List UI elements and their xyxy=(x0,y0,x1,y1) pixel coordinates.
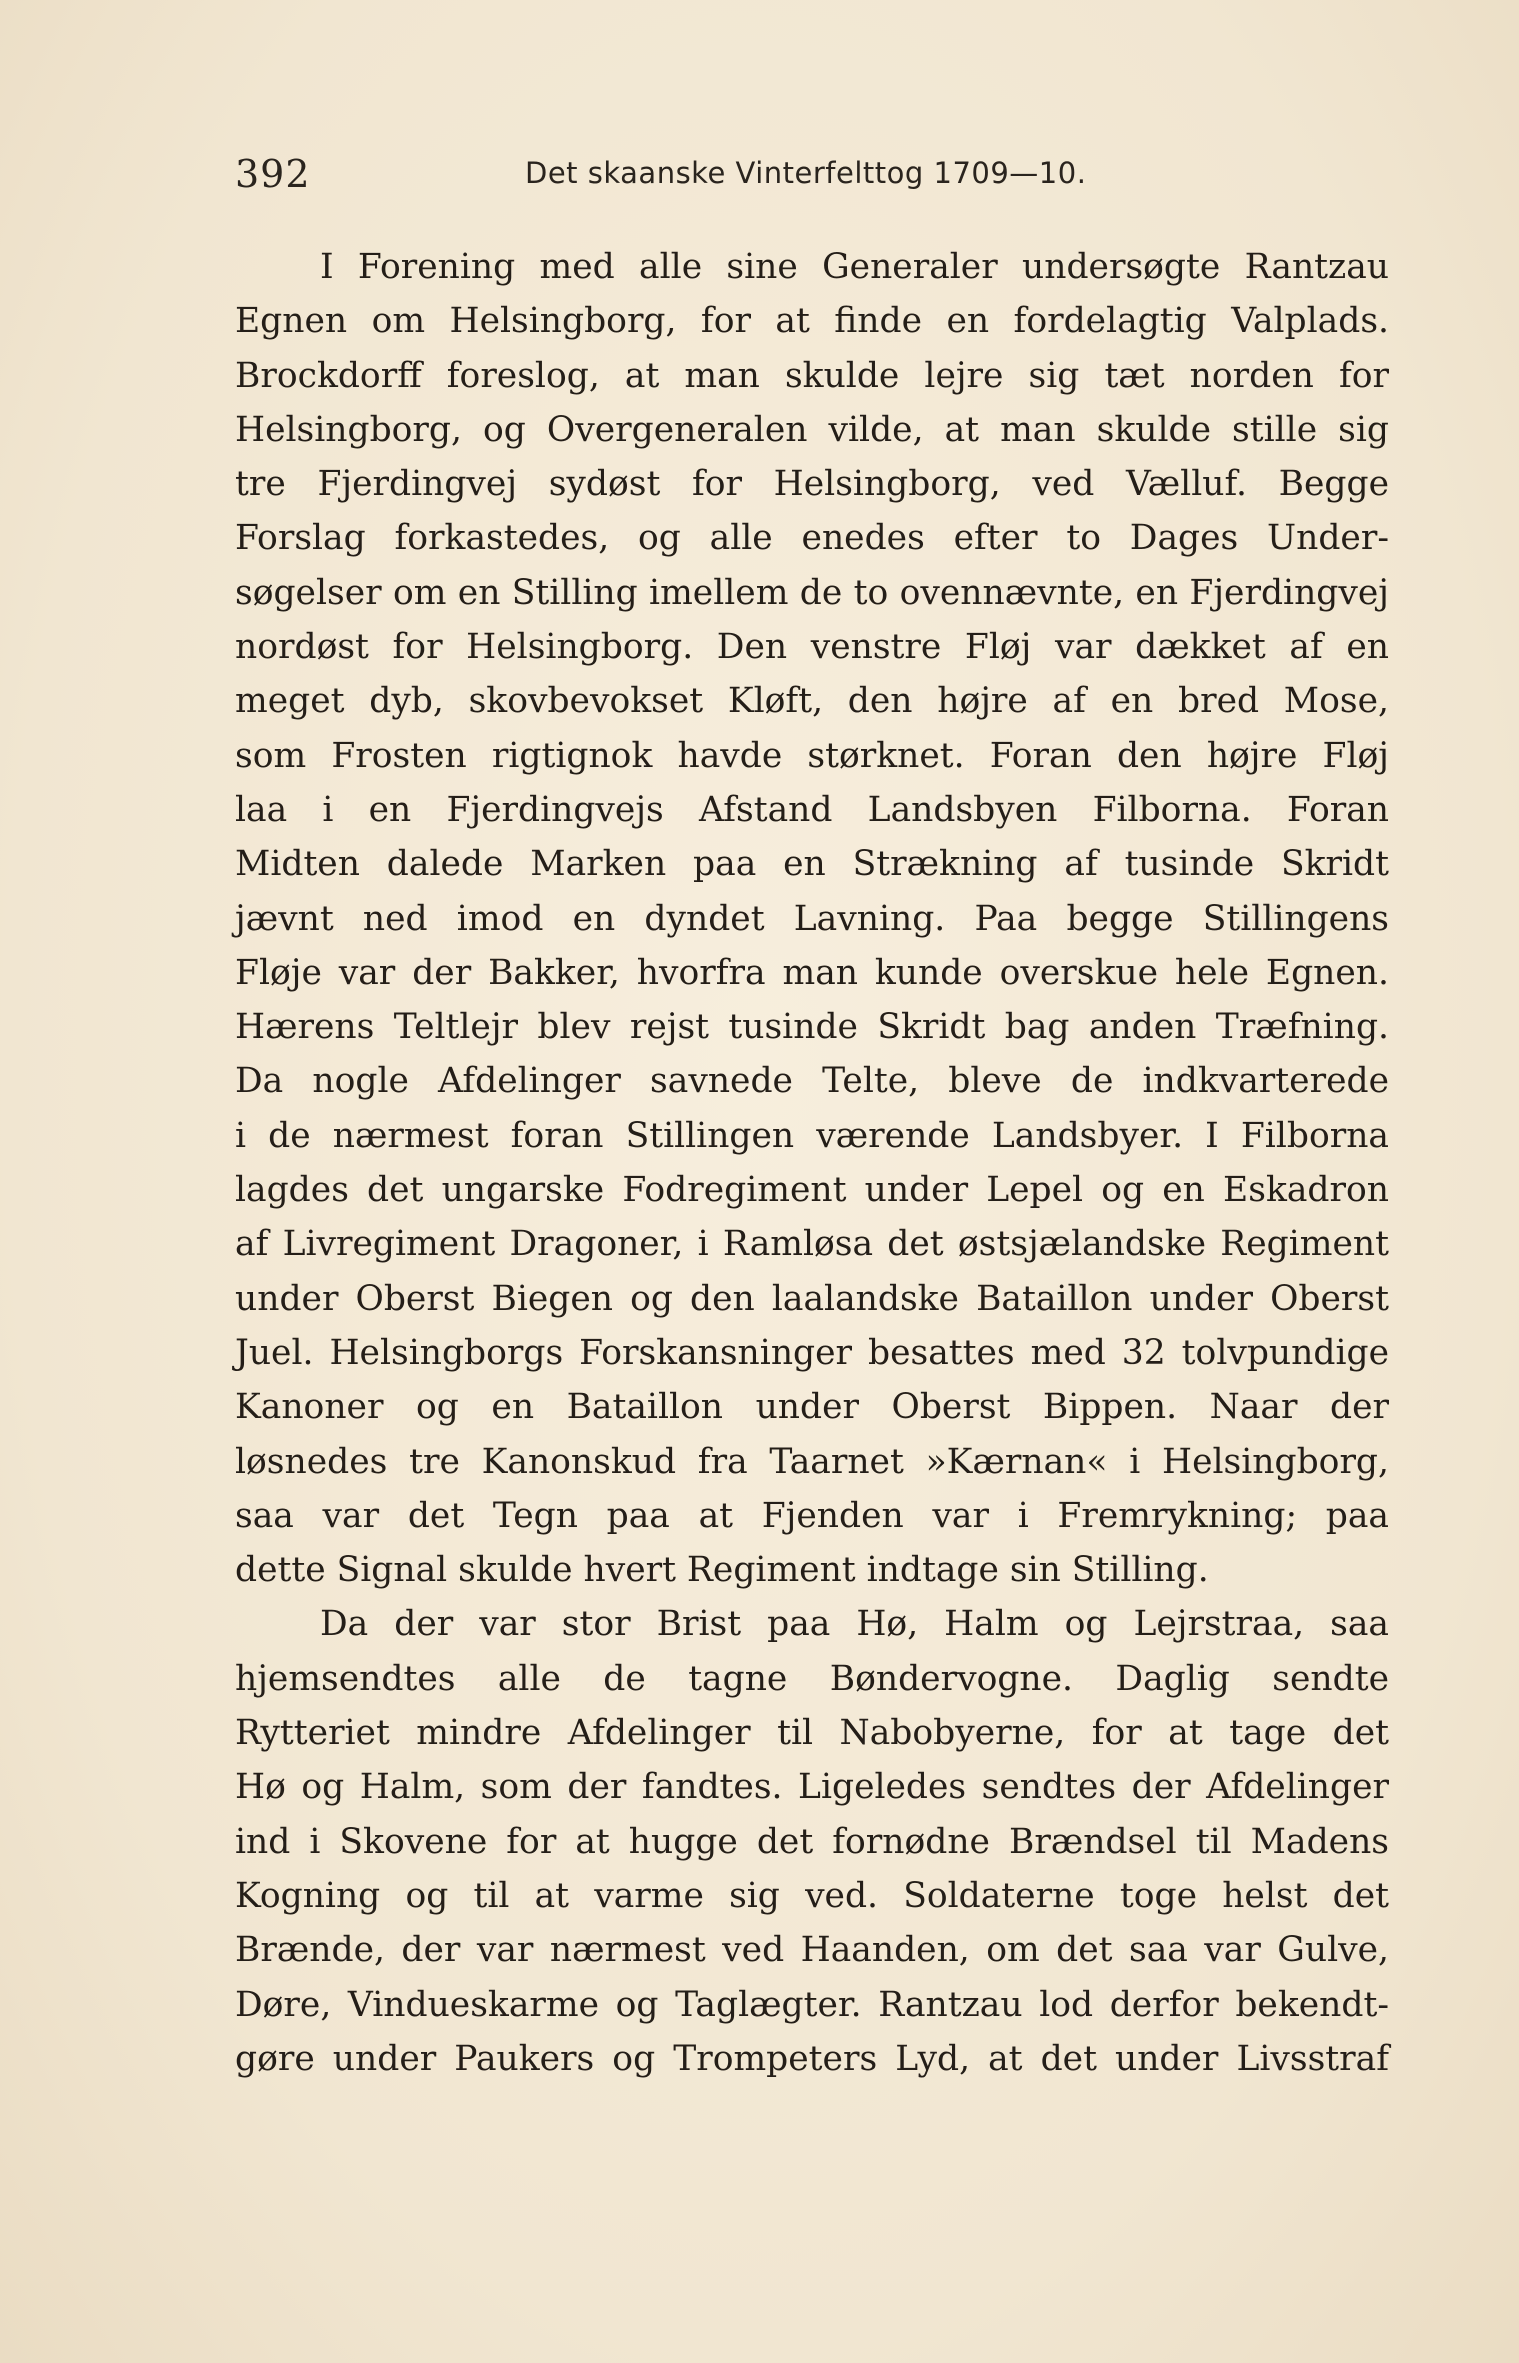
text-line: meget dyb, skovbevokset Kløft, den højre af en bred Mose, xyxy=(235,681,1389,722)
text-line: som Frosten rigtignok havde størknet. Foran den højre Fløj xyxy=(235,735,1389,776)
text-line: Egnen om Helsingborg, for at finde en fordelagtig Valplads. xyxy=(235,301,1389,342)
text-line: Rytteriet mindre Afdelinger til Nabobyerne, for at tage det xyxy=(235,1713,1389,1754)
text-line: Da der var stor Brist paa Hø, Halm og Lejrstraa, saa xyxy=(320,1604,1389,1645)
text-line: Fløje var der Bakker, hvorfra man kunde overskue hele Egnen. xyxy=(235,952,1389,993)
text-line: ind i Skovene for at hugge det fornødne Brændsel til Madens xyxy=(235,1821,1389,1862)
text-line: Døre, Vindueskarme og Taglægter. Rantzau lod derfor bekendt- xyxy=(235,1984,1389,2025)
text-line: lagdes det ungarske Fodregiment under Lepel og en Eskadron xyxy=(235,1170,1389,1211)
text-line: Forslag forkastedes, og alle enedes efter to Dages Under- xyxy=(235,518,1389,559)
text-line: i de nærmest foran Stillingen værende Landsbyer. I Filborna xyxy=(235,1115,1389,1156)
running-title: Det skaanske Vinterfelttog 1709—10. xyxy=(525,156,1087,190)
text-line: løsnedes tre Kanonskud fra Taarnet »Kærnan« i Helsingborg, xyxy=(235,1441,1389,1482)
text-line: gøre under Paukers og Trompeters Lyd, at det under Livsstraf xyxy=(235,2038,1389,2079)
text-line: Kanoner og en Bataillon under Oberst Bippen. Naar der xyxy=(235,1387,1389,1428)
text-line: Hærens Teltlejr blev rejst tusinde Skridt bag anden Træfning. xyxy=(235,1007,1389,1048)
text-line: søgelser om en Stilling imellem de to ovennævnte, en Fjerdingvej xyxy=(235,572,1389,613)
text-line: Brænde, der var nærmest ved Haanden, om det saa var Gulve, xyxy=(235,1930,1389,1971)
text-line: hjemsendtes alle de tagne Bøndervogne. Daglig sendte xyxy=(235,1658,1389,1699)
text-line: laa i en Fjerdingvejs Afstand Landsbyen Filborna. Foran xyxy=(235,789,1389,830)
text-line: Hø og Halm, som der fandtes. Ligeledes sendtes der Afdelinger xyxy=(235,1767,1389,1808)
page-header xyxy=(235,148,1389,198)
text-line: nordøst for Helsingborg. Den venstre Fløj var dækket af en xyxy=(235,627,1389,668)
paragraph-2 xyxy=(235,1597,1389,2086)
text-line: dette Signal skulde hvert Regiment indtage sin Stilling. xyxy=(235,1550,1209,1591)
text-line: Kogning og til at varme sig ved. Soldaterne toge helst det xyxy=(235,1875,1389,1916)
paragraph-1 xyxy=(235,240,1389,1597)
body-text xyxy=(235,240,1389,2086)
text-line: Da nogle Afdelinger savnede Telte, bleve de indkvarterede xyxy=(235,1061,1389,1102)
text-line: Brockdorff foreslog, at man skulde lejre sig tæt norden for xyxy=(235,355,1389,396)
text-line: under Oberst Biegen og den laalandske Bataillon under Oberst xyxy=(235,1278,1389,1319)
text-line: Helsingborg, og Overgeneralen vilde, at man skulde stille sig xyxy=(235,409,1389,450)
text-line: I Forening med alle sine Generaler undersøgte Rantzau xyxy=(320,247,1389,287)
page-number: 392 xyxy=(235,152,311,196)
text-line: Midten dalede Marken paa en Strækning af tusinde Skridt xyxy=(235,844,1389,885)
text-line: tre Fjerdingvej sydøst for Helsingborg, ved Vælluf. Begge xyxy=(235,464,1389,505)
text-line: Juel. Helsingborgs Forskansninger besattes med 32 tolvpundige xyxy=(235,1332,1389,1373)
text-line: saa var det Tegn paa at Fjenden var i Fremrykning; paa xyxy=(235,1495,1389,1536)
text-line: jævnt ned imod en dyndet Lavning. Paa begge Stillingens xyxy=(235,898,1389,939)
text-line: af Livregiment Dragoner, i Ramløsa det østsjælandske Regiment xyxy=(235,1224,1389,1265)
